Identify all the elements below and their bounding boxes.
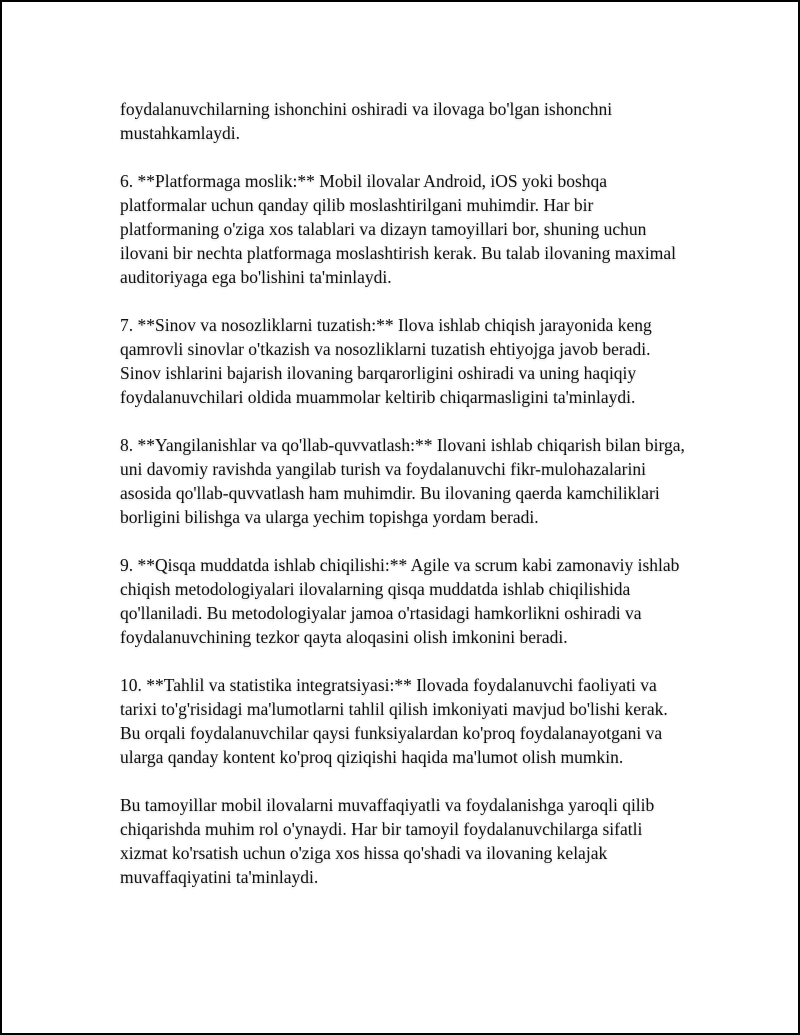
paragraph-testing-debugging: 7. **Sinov va nosozliklarni tuzatish:** Ilova ishlab chiqish jarayonida keng qamrovli sinovlar o'tkazish va nosozliklarni tuzatish ehtiyojga javob beradi. Sinov ishlarini bajarish ilovaning barqarorligini oshiradi va uning haqiqiy foydalanuvchilari oldida muammolar keltirib chiqarmasligini ta'minlaydi. xyxy=(120,315,652,407)
paragraph-short-development: 9. **Qisqa muddatda ishlab chiqilishi:** Agile va scrum kabi zamonaviy ishlab chiqish metodologiyalari ilovalarning qisqa muddatda ishlab chiqilishida qo'llaniladi. Bu metodologiyalar jamoa o'rtasidagi hamkorlikni oshiradi va foydalanuvchining tezkor qayta aloqasini olish imkonini beradi. xyxy=(120,555,680,647)
paragraph-intro-continuation: foydalanuvchilarning ishonchini oshiradi va ilovaga bo'lgan ishonchni mustahkamlaydi. xyxy=(120,99,613,143)
paragraph-updates-support: 8. **Yangilanishlar va qo'llab-quvvatlash:** Ilovani ishlab chiqarish bilan birga, uni davomiy ravishda yangilab turish va foydalanuvchi fikr-mulohazalarini asosida qo'llab-quvvatlash ham muhimdir. Bu ilovaning qaerda kamchiliklari borligini bilishga va ularga yechim topishga yordam beradi. xyxy=(120,435,685,527)
paragraph-conclusion: Bu tamoyillar mobil ilovalarni muvaffaqiyatli va foydalanishga yaroqli qilib chiqarishda muhim rol o'ynaydi. Har bir tamoyil foydalanuvchilarga sifatli xizmat ko'rsatish uchun o'ziga xos hissa qo'shadi va ilovaning kelajak muvaffaqiyatini ta'minlaydi. xyxy=(120,795,655,887)
paragraph-platform-compatibility: 6. **Platformaga moslik:** Mobil ilovalar Android, iOS yoki boshqa platformalar uchun qanday qilib moslashtirilgani muhimdir. Har bir platformaning o'ziga xos talablari va dizayn tamoyillari bor, shuning uchun ilovani bir nechta platformaga moslashtirish kerak. Bu talab ilovaning maximal auditoriyaga ega bo'lishini ta'minlaydi. xyxy=(120,171,676,287)
document-body xyxy=(120,97,690,913)
paragraph-analytics-integration: 10. **Tahlil va statistika integratsiyasi:** Ilovada foydalanuvchi faoliyati va tarixi to'g'risidagi ma'lumotlarni tahlil qilish imkoniyati mavjud bo'lishi kerak. Bu orqali foydalanuvchilar qaysi funksiyalardan ko'proq foydalanayotgani va ularga qanday kontent ko'proq qiziqishi haqida ma'lumot olish mumkin. xyxy=(120,675,668,767)
